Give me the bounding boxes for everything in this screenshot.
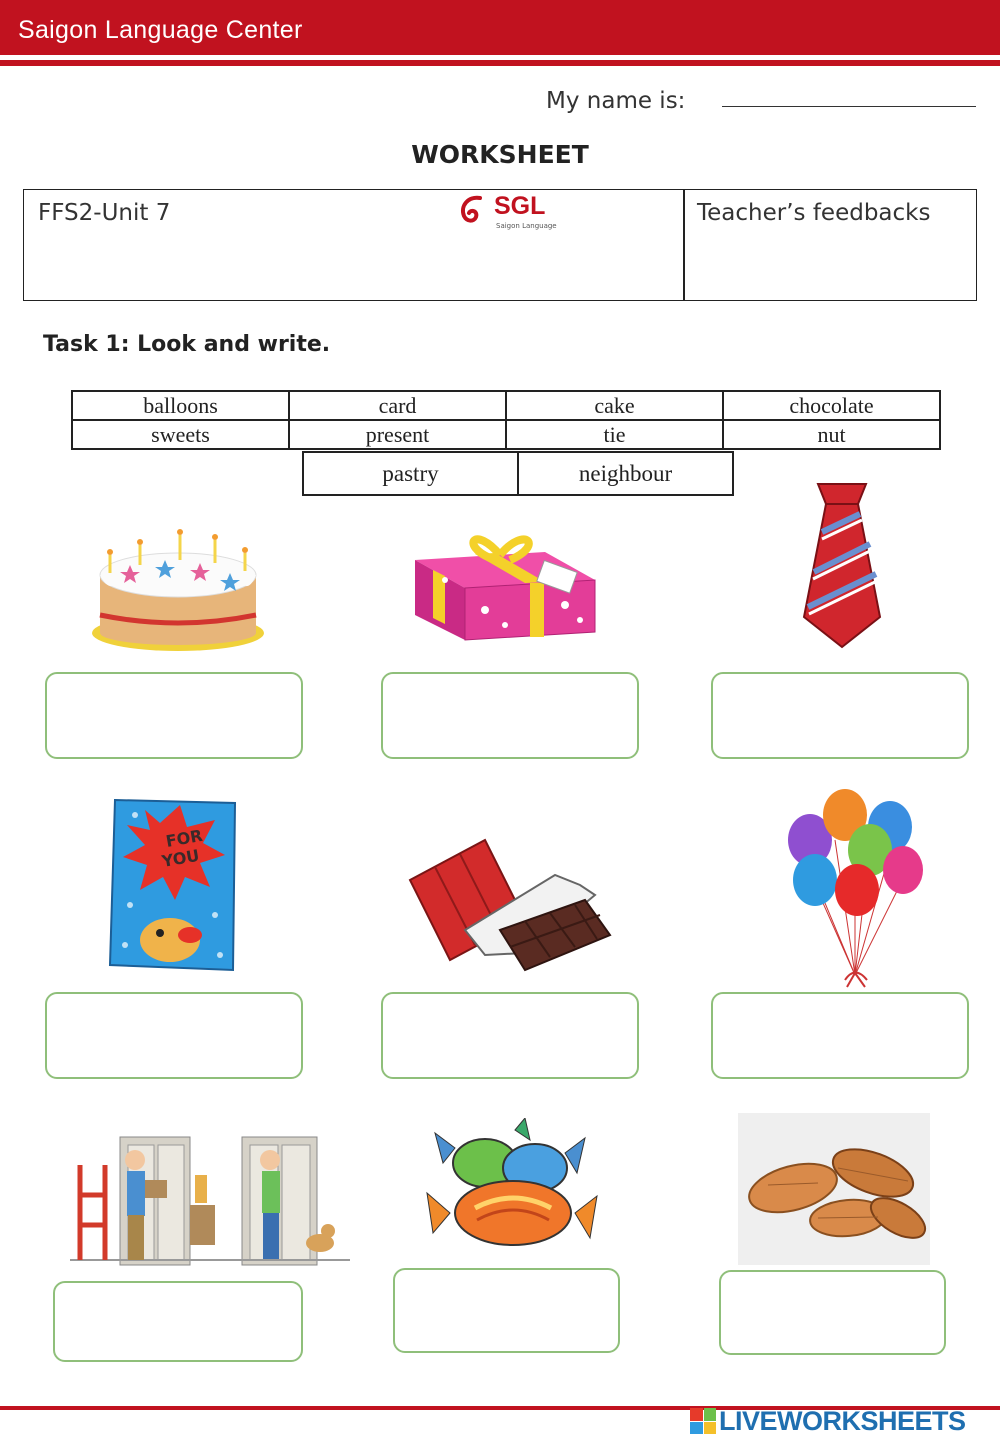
info-divider bbox=[683, 190, 685, 300]
word-chocolate: chocolate bbox=[723, 391, 940, 420]
word-bank-extra bbox=[302, 451, 734, 496]
word-sweets: sweets bbox=[72, 420, 289, 449]
neighbours-scene-icon bbox=[70, 1135, 350, 1275]
word-bank bbox=[71, 390, 941, 450]
word-present: present bbox=[289, 420, 506, 449]
birthday-cake-icon bbox=[90, 515, 275, 655]
answer-box-5[interactable] bbox=[381, 992, 639, 1079]
answer-box-2[interactable] bbox=[381, 672, 639, 759]
svg-text:FOR: FOR bbox=[164, 825, 204, 851]
unit-label: FFS2-Unit 7 bbox=[38, 200, 171, 226]
word-card: card bbox=[289, 391, 506, 420]
word-tie: tie bbox=[506, 420, 723, 449]
liveworksheets-brand: LIVEWORKSHEETS bbox=[719, 1405, 966, 1436]
worksheet-title: WORKSHEET bbox=[411, 140, 589, 169]
sgl-logo bbox=[454, 192, 557, 232]
answer-box-3[interactable] bbox=[711, 672, 969, 759]
answer-box-6[interactable] bbox=[711, 992, 969, 1079]
header-divider bbox=[0, 60, 1000, 66]
gift-present-icon bbox=[405, 520, 605, 645]
word-cake: cake bbox=[506, 391, 723, 420]
name-input-line[interactable] bbox=[722, 106, 976, 107]
liveworksheets-icon bbox=[690, 1408, 716, 1434]
info-box bbox=[23, 189, 977, 301]
task-title: Task 1: Look and write. bbox=[43, 332, 331, 357]
sgl-swirl-icon bbox=[454, 192, 494, 232]
answer-box-1[interactable] bbox=[45, 672, 303, 759]
name-label: My name is: bbox=[546, 88, 686, 114]
word-pastry: pastry bbox=[303, 452, 518, 495]
logo-subtitle: Saigon Language bbox=[496, 222, 557, 230]
header-title: Saigon Language Center bbox=[18, 16, 303, 44]
necktie-icon bbox=[800, 482, 885, 652]
liveworksheets-logo[interactable] bbox=[690, 1405, 966, 1437]
greeting-card-icon bbox=[105, 795, 240, 973]
answer-box-4[interactable] bbox=[45, 992, 303, 1079]
sweets-candy-icon bbox=[425, 1118, 600, 1250]
chocolate-bar-icon bbox=[405, 835, 615, 975]
header-bar bbox=[0, 0, 1000, 55]
balloons-icon bbox=[775, 785, 925, 990]
word-balloons: balloons bbox=[72, 391, 289, 420]
nuts-icon bbox=[738, 1113, 930, 1265]
svg-text:YOU: YOU bbox=[160, 845, 201, 871]
answer-box-7[interactable] bbox=[53, 1281, 303, 1362]
word-nut: nut bbox=[723, 420, 940, 449]
logo-text: SGL bbox=[494, 192, 546, 220]
answer-box-9[interactable] bbox=[719, 1270, 946, 1355]
word-neighbour: neighbour bbox=[518, 452, 733, 495]
answer-box-8[interactable] bbox=[393, 1268, 620, 1353]
teacher-feedback-label: Teacher’s feedbacks bbox=[697, 200, 931, 226]
